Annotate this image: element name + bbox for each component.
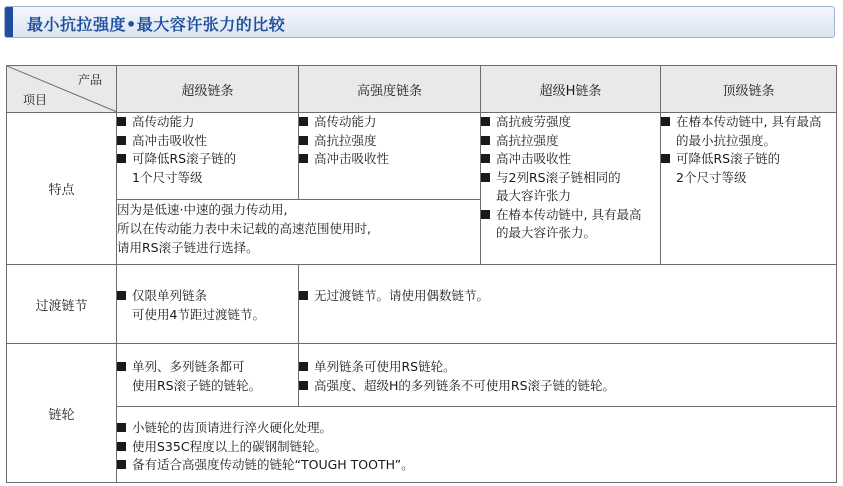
bullet-square-icon [117,136,126,145]
offset-super-cell [117,265,299,344]
col-header-super-h: 超级H链条 [481,66,661,113]
feature-text: 高冲击吸收性 [132,132,208,148]
bullet-square-icon [299,362,308,371]
row-label-features: 特点 [7,113,117,265]
bullet-square-icon [299,381,308,390]
title-accent-bar [5,7,13,37]
sprocket-row [7,344,837,407]
sprocket-text-continued: 使用RS滚子链的链轮。 [132,377,262,393]
offset-text-continued: 可使用4节距过渡链节。 [132,306,265,322]
list-item [481,132,660,151]
sprocket-common-text: 使用S35C程度以上的碳钢制链轮。 [132,438,328,454]
feature-text: 高抗疲劳强度 [496,114,572,129]
sprocket-common-cell [117,407,837,483]
feature-text-continued: 1个尺寸等级 [132,169,203,185]
list-item [481,113,660,132]
feature-text: 在椿本传动链中, 具有最高 [676,114,822,129]
list-item [481,169,660,188]
bullet-square-icon [117,423,126,432]
list-item [117,132,298,151]
list-item [117,456,836,475]
list-item [117,287,298,306]
sprocket-text: 单列、多列链条都可 [132,359,245,374]
sprocket-common-text: 小链轮的齿顶请进行淬火硬化处理。 [132,420,333,435]
feature-text: 高抗拉强度 [314,132,377,148]
col-header-high-strength: 高强度链条 [299,66,481,113]
corner-product-label: 产品 [77,73,102,87]
list-item [299,287,836,306]
feature-text-continued: 的最小抗拉强度。 [676,132,777,148]
feature-text: 在椿本传动链中, 具有最高 [496,206,642,222]
feature-text-continued: 的最大容许张力。 [496,225,597,240]
features-top-cell [661,113,837,265]
list-item [117,438,836,457]
bullet-square-icon [661,117,670,126]
section-title: 最小抗拉强度•最大容许张力的比较 [27,15,286,34]
list-item [299,113,480,132]
sprocket-text: 高强度、超级H的多列链条不可使用RS滚子链的链轮。 [314,377,616,393]
list-item [299,358,836,377]
list-item [481,150,660,169]
features-super-cell [117,113,299,200]
bullet-square-icon [481,154,490,163]
list-item [661,150,836,169]
col-header-top: 顶级链条 [661,66,837,113]
section-title-bar [4,6,835,38]
list-item [117,113,298,132]
list-item [299,132,480,151]
note-line: 因为是低速·中速的强力传动用, [117,202,288,217]
sprocket-others-cell [299,344,837,407]
bullet-square-icon [299,154,308,163]
bullet-square-icon [117,117,126,126]
feature-text: 高传动能力 [314,114,377,129]
header-row [7,66,837,113]
row-label-sprocket: 链轮 [7,344,117,483]
list-item [661,113,836,132]
offset-others-cell [299,265,837,344]
col-header-super: 超级链条 [117,66,299,113]
corner-header-cell [7,66,117,113]
bullet-square-icon [299,136,308,145]
bullet-square-icon [481,210,490,219]
bullet-square-icon [117,291,126,300]
corner-item-label: 项目 [23,93,48,107]
offset-text: 仅限单列链条 [132,288,208,303]
feature-text: 与2列RS滚子链相同的 [496,169,621,185]
feature-text: 高抗拉强度 [496,132,559,148]
features-high-strength-cell [299,113,481,200]
note-line: 请用RS滚子链进行选择。 [117,240,259,255]
comparison-table [6,65,837,483]
bullet-square-icon [117,460,126,469]
bullet-square-icon [299,291,308,300]
list-item [117,419,836,438]
row-label-offset-link: 过渡链节 [7,265,117,344]
feature-text: 可降低RS滚子链的 [132,151,237,166]
feature-text-continued: 最大容许张力 [496,188,572,203]
sprocket-common-text: 备有适合高强度传动链的链轮“TOUGH TOOTH”。 [132,457,414,472]
feature-text-continued: 2个尺寸等级 [676,169,747,185]
list-item [481,206,660,225]
list-item [299,377,836,396]
bullet-square-icon [117,362,126,371]
bullet-square-icon [299,117,308,126]
bullet-square-icon [117,154,126,163]
features-super-h-cell [481,113,661,265]
feature-text: 高冲击吸收性 [314,151,390,166]
list-item [117,358,298,377]
bullet-square-icon [117,442,126,451]
bullet-square-icon [481,117,490,126]
feature-text: 可降低RS滚子链的 [676,151,781,166]
features-note-cell [117,200,481,265]
sprocket-super-cell [117,344,299,407]
list-item [117,150,298,169]
offset-text: 无过渡链节。请使用偶数链节。 [314,288,490,303]
sprocket-text: 单列链条可使用RS链轮。 [314,359,456,374]
feature-text: 高传动能力 [132,114,195,129]
list-item [299,150,480,169]
bullet-square-icon [661,154,670,163]
note-line: 所以在传动能力表中未记载的高速范围使用时, [117,221,371,236]
features-row [7,113,837,200]
bullet-square-icon [481,173,490,182]
sprocket-common-row [7,407,837,483]
feature-text: 高冲击吸收性 [496,151,572,166]
bullet-square-icon [481,136,490,145]
offset-link-row [7,265,837,344]
